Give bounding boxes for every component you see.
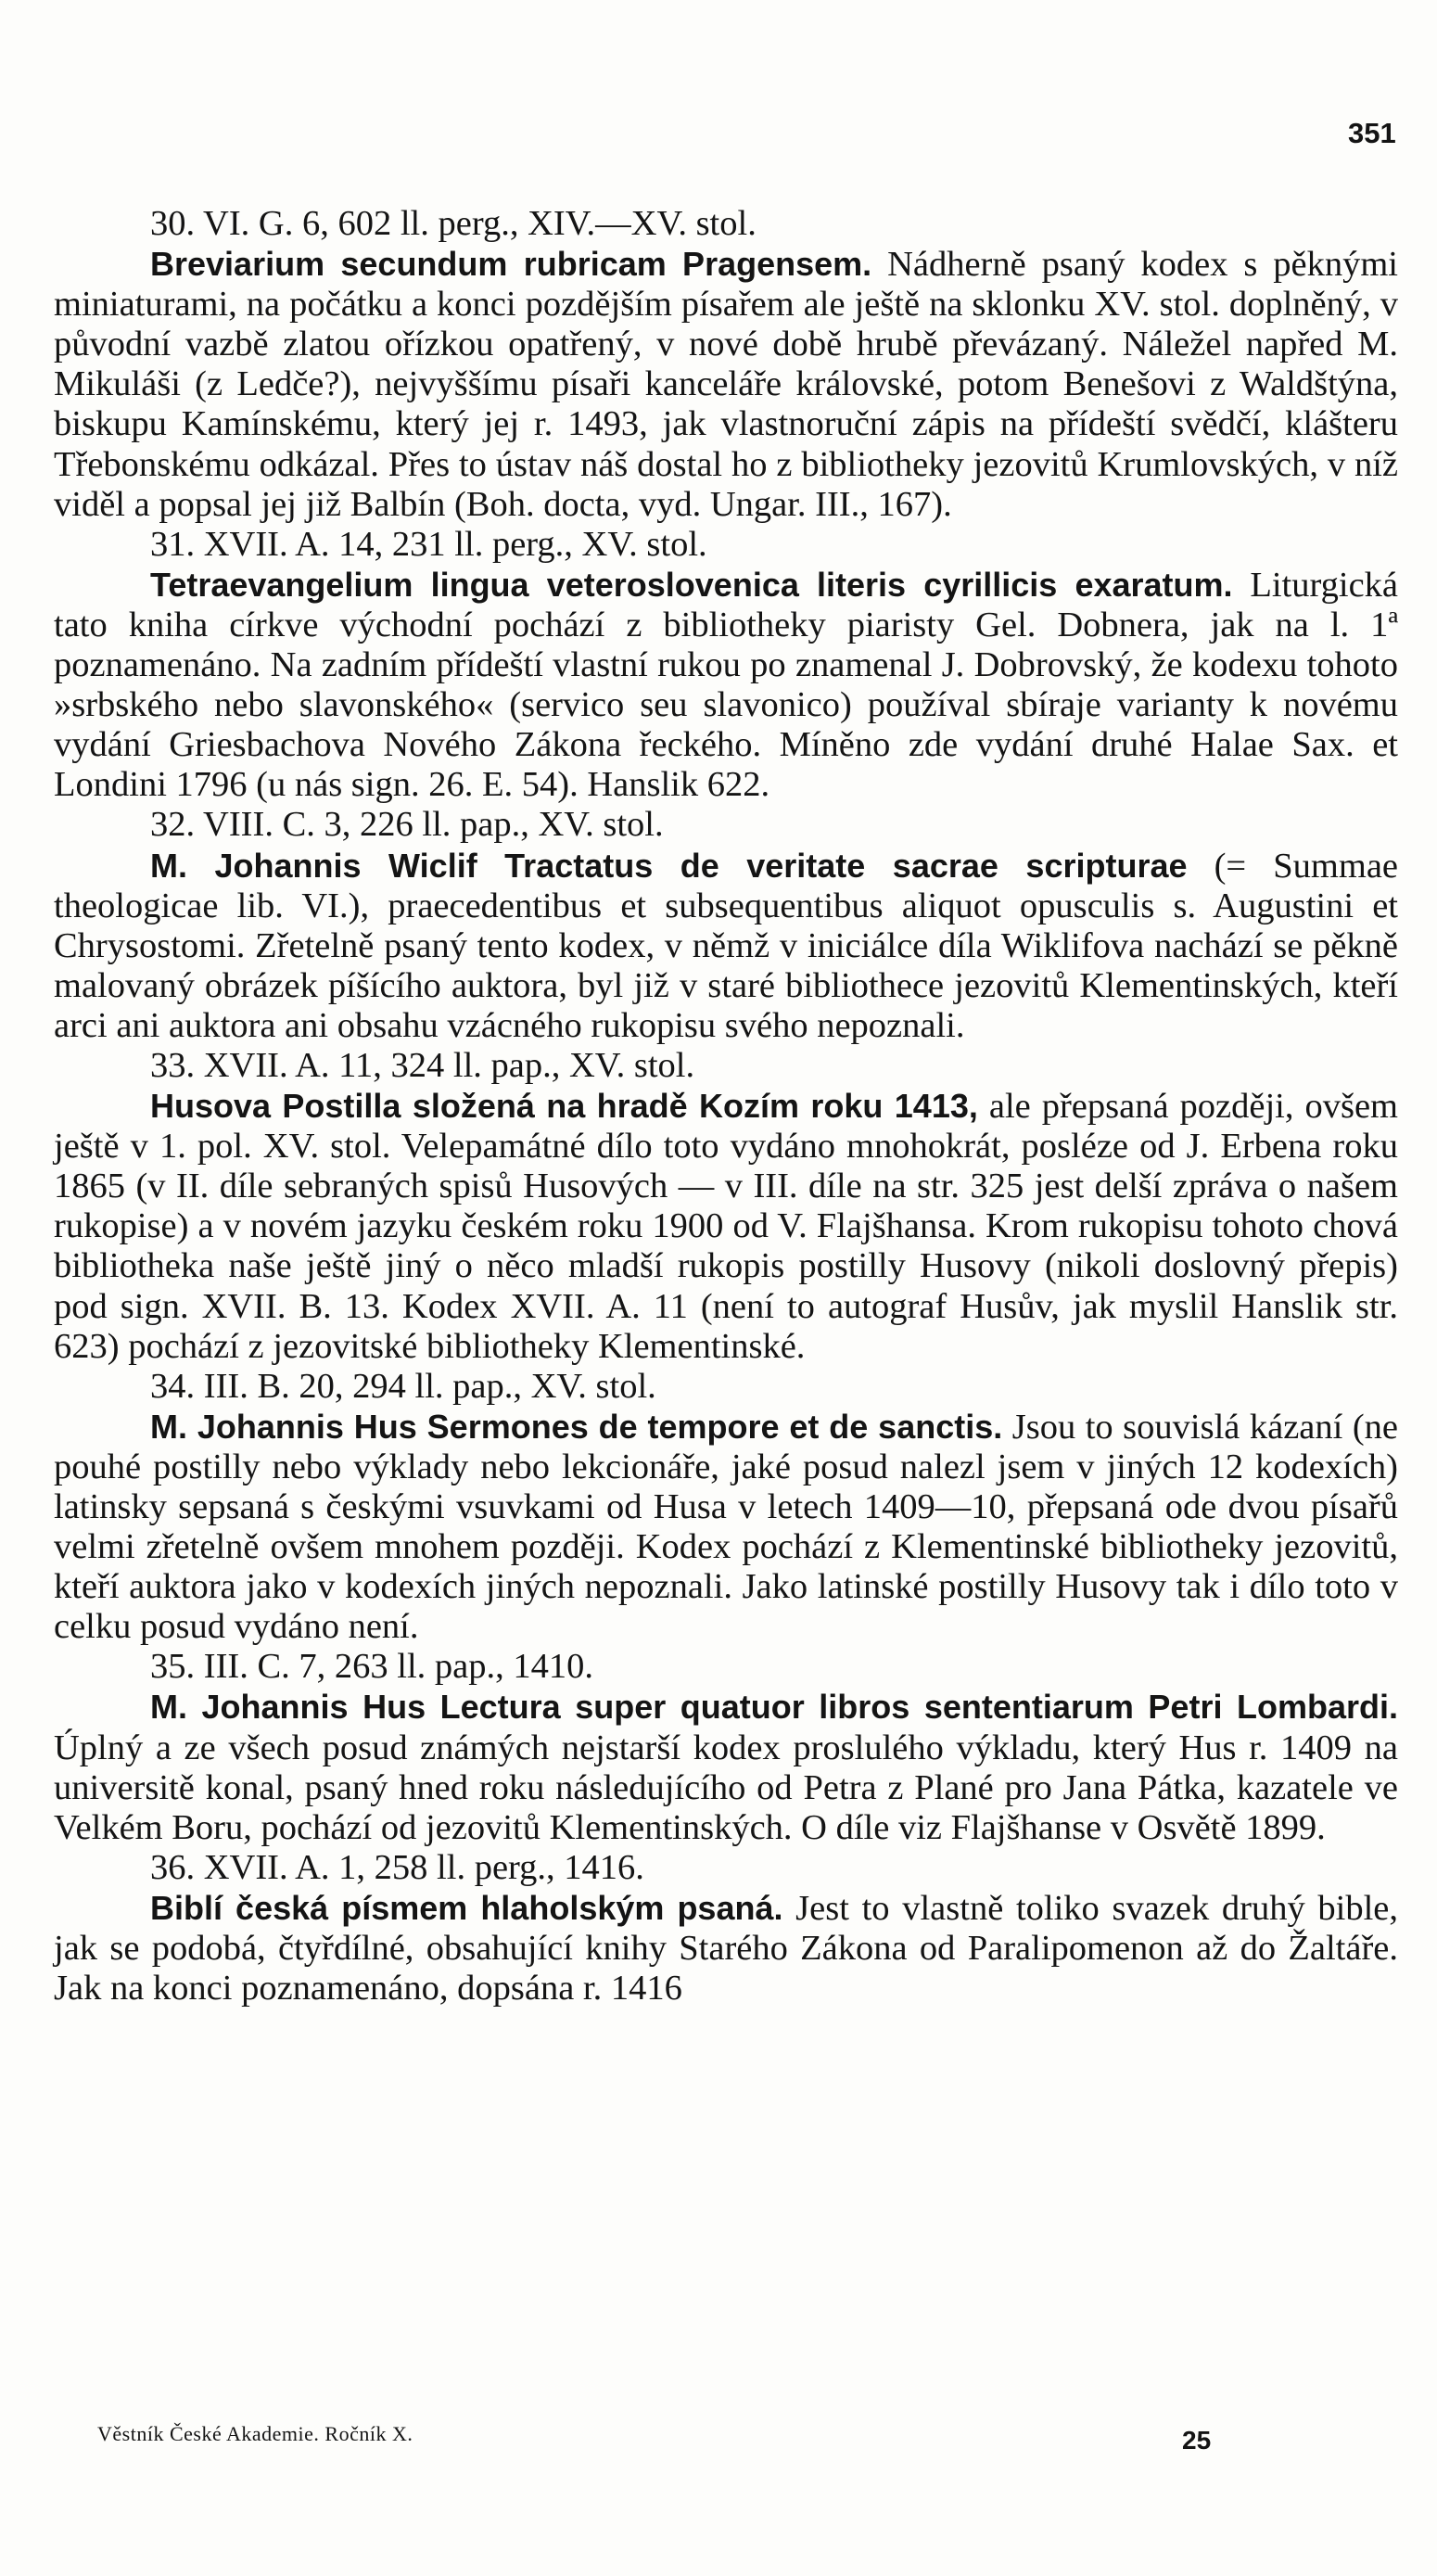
- shelf-mark-32: 32. VIII. C. 3, 226 ll. pap., XV. stol.: [150, 805, 664, 845]
- document-body: [54, 204, 1398, 2009]
- entry-34: [54, 1407, 1398, 1648]
- entry-title-32: M. Johannis Wiclif Tractatus de veritate sacrae scripturae: [150, 846, 1188, 885]
- entry-30: [54, 244, 1398, 525]
- footer-journal: Věstník České Akademie. Ročník X.: [97, 2422, 413, 2445]
- entry-title-34: M. Johannis Hus Sermones de tempore et de sanctis.: [150, 1407, 1003, 1446]
- entry-title-36: Biblí česká písmem hlaholským psaná.: [150, 1888, 783, 1927]
- entry-body-31: Liturgická tato kniha církve východní pochází z bibliotheky piaristy Gel. Dobnera, jak na l. 1ª poznamenáno. Na zadním přídeští vlastní rukou po znamenal J. Dobrovský, že kodexu tohoto »srbského nebo slavonského« (servico seu slavonico) používal sbíraje varianty k novému vydání Griesbachova Nového Zákona řeckého. Míněno zde vydání druhé Halae Sax. et Londini 1796 (u nás sign. 26. E. 54). Hanslik 622.: [54, 565, 1398, 805]
- entry-title-30: Breviarium secundum rubricam Pragensem.: [150, 245, 872, 284]
- entry-body-30: Nádherně psaný kodex s pěknými miniaturami, na počátku a konci pozdějším písařem ale ještě na sklonku XV. stol. doplněný, v původní vazbě zlatou ořízkou opatřený, v nové době hrubě převázaný. Náležel napřed M. Mikuláši (z Ledče?), nejvyššímu písaři kanceláře královské, potom Benešovi z Waldštýna, biskupu Kamínskému, který jej r. 1493, jak vlastnoruční zápis na přídeští svědčí, klášteru Třebonskému odkázal. Přes to ústav náš dostal ho z bibliotheky jezovitů Krumlovských, v níž viděl a popsal jej již Balbín (Boh. docta, vyd. Ungar. III., 167).: [54, 245, 1398, 524]
- entry-title-35: M. Johannis Hus Lectura super quatuor libros sententiarum Petri Lombardi.: [150, 1688, 1398, 1727]
- shelf-mark-33: 33. XVII. A. 11, 324 ll. pap., XV. stol.: [150, 1045, 695, 1085]
- shelf-mark-34: 34. III. B. 20, 294 ll. pap., XV. stol.: [150, 1366, 656, 1406]
- entry-36: [54, 1888, 1398, 2009]
- footer-signature: 25: [1182, 2426, 1212, 2455]
- entry-body-34: Jsou to souvislá kázaní (ne pouhé postilly nebo výklady nebo lekcionáře, jaké posud nalezl jsem v jiných 12 kodexích) latinsky sepsaná s českými vsuvkami od Husa v letech 1409—10, přepsaná ode dvou písařů velmi zřetelně ovšem mnohem později. Kodex pochází z Klementinské bibliotheky jezovitů, kteří auktora jako v kodexích jiných nepoznali. Jako latinské postilly Husovy tak i dílo toto v celku posud vydáno není.: [54, 1407, 1398, 1647]
- shelf-mark-31: 31. XVII. A. 14, 231 ll. perg., XV. stol.: [150, 524, 707, 564]
- entry-body-33: ale přepsaná později, ovšem ještě v 1. pol. XV. stol. Velepamátné dílo toto vydáno mnohokrát, posléze od J. Erbena roku 1865 (v II. díle sebraných spisů Husových — v III. díle na str. 325 jest delší zpráva o našem rukopise) a v novém jazyku českém roku 1900 od V. Flajšhansa. Krom rukopisu tohoto chová bibliotheka naše ještě jiný o něco mladší rukopis postilly Husovy (nikoli doslovný přepis) pod sign. XVII. B. 13. Kodex XVII. A. 11 (není to autograf Husův, jak myslil Hanslik str. 623) pochází z jezovitské bibliotheky Klementinské.: [54, 1087, 1398, 1366]
- entry-33: [54, 1086, 1398, 1367]
- entry-title-31: Tetraevangelium lingua veteroslovenica literis cyrillicis exaratum.: [150, 565, 1233, 604]
- shelf-mark-36: 36. XVII. A. 1, 258 ll. perg., 1416.: [150, 1847, 644, 1887]
- page-number: 351: [1348, 117, 1396, 149]
- entry-35: [54, 1687, 1398, 1847]
- entry-body-32: (= Summae theologicae lib. VI.), praecedentibus et subsequentibus aliquot opusculis s. Augustini et Chrysostomi. Zřetelně psaný tento kodex, v němž v iniciálce díla Wiklifova nachází se pěkně malovaný obrázek píšícího auktora, byl již v staré bibliothece jezovitů Klementinských, kteří arci ani auktora ani obsahu vzácného rukopisu svého nepoznali.: [54, 846, 1398, 1045]
- entry-31: [54, 565, 1398, 806]
- entry-32: [54, 846, 1398, 1046]
- entry-body-35: Úplný a ze všech posud známých nejstarší kodex proslulého výkladu, který Hus r. 1409 na universitě konal, psaný hned roku následujícího od Petra z Plané pro Jana Pátka, kazatele ve Velkém Boru, pochází od jezovitů Klementinských. O díle viz Flajšhanse v Osvětě 1899.: [54, 1728, 1398, 1847]
- shelf-mark-35: 35. III. C. 7, 263 ll. pap., 1410.: [150, 1647, 593, 1687]
- entry-title-33: Husova Postilla složená na hradě Kozím roku 1413,: [150, 1087, 978, 1126]
- entry-body-36: Jest to vlastně toliko svazek druhý bible, jak se podobá, čtyřdílné, obsahující knihy Starého Zákona od Paralipomenon až do Žaltáře. Jak na konci poznamenáno, dopsána r. 1416: [54, 1888, 1399, 2009]
- shelf-mark-30: 30. VI. G. 6, 602 ll. perg., XIV.—XV. stol.: [150, 204, 757, 243]
